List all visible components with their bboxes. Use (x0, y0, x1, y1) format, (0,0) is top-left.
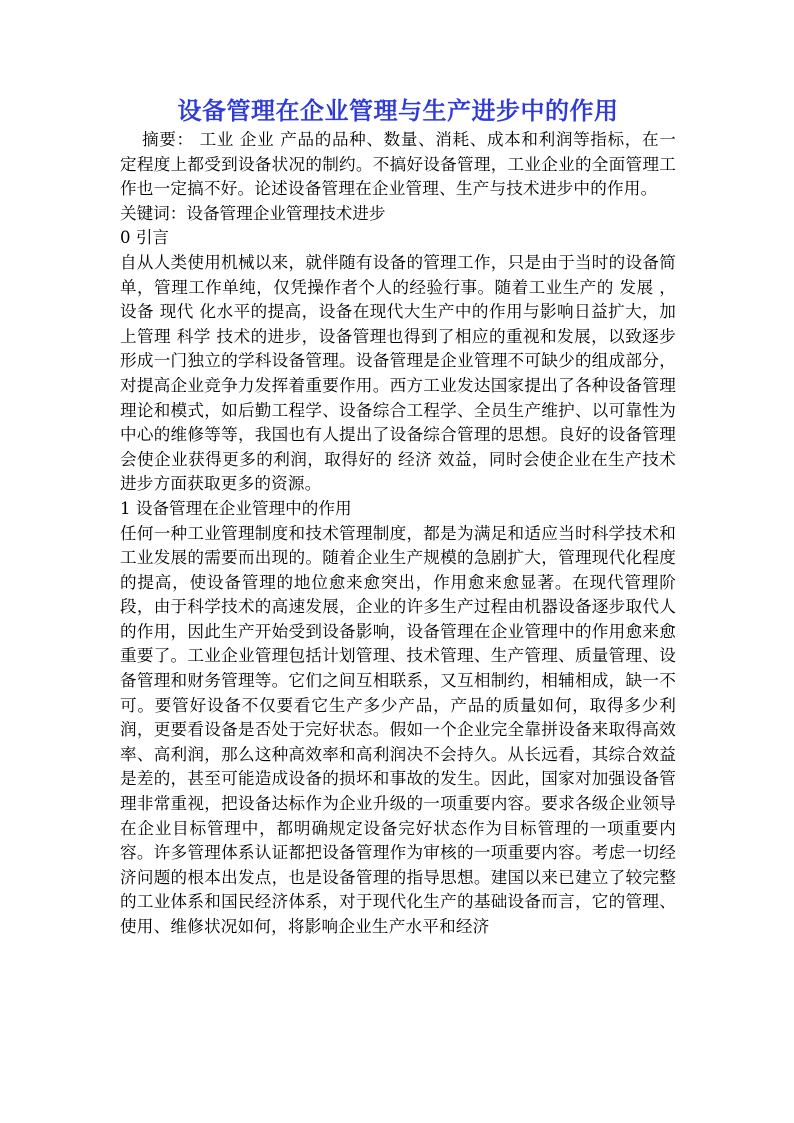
section-0-body: 自从人类使用机械以来，就伴随有设备的管理工作，只是由于当时的设备简单，管理工作单纯，仅凭操作者个人的经验行事。随着工业生产的 发展 ，设备 现代 化水平的提高，设备在现代大生产中的作用与影响日益扩大，加上管理 科学 技术的进步，设备管理也得到了相应的重视和发展，以致逐步形成一门独立的学科设备管理。设备管理是企业管理不可缺少的组成部分，对提高企业竞争力发挥着重要作用。西方工业发达国家提出了各种设备管理理论和模式，如后勤工程学、设备综合工程学、全员生产维护、以可靠性为中心的维修等等，我国也有人提出了设备综合管理的思想。良好的设备管理会使企业获得更多的利润，取得好的 经济 效益，同时会使企业在生产技术进步方面获取更多的资源。 (120, 252, 676, 494)
section-1-body: 任何一种工业管理制度和技术管理制度，都是为满足和适应当时科学技术和工业发展的需要而出现的。随着企业生产规模的急剧扩大，管理现代化程度的提高，使设备管理的地位愈来愈突出，作用愈来愈显著。在现代管理阶段，由于科学技术的高速发展，企业的许多生产过程由机器设备逐步取代人的作用，因此生产开始受到设备影响，设备管理在企业管理中的作用愈来愈重要了。工业企业管理包括计划管理、技术管理、生产管理、质量管理、设备管理和财务管理等。它们之间互相联系，又互相制约，相辅相成，缺一不可。要管好设备不仅要看它生产多少产品，产品的质量如何，取得多少利润，更要看设备是否处于完好状态。假如一个企业完全靠拼设备来取得高效率、高利润，那么这种高效率和高利润决不会持久。从长远看，其综合效益是差的，甚至可能造成设备的损坏和事故的发生。因此，国家对加强设备管理非常重视，把设备达标作为企业升级的一项重要内容。要求各级企业领导在企业目标管理中，都明确规定设备完好状态作为目标管理的一项重要内容。许多管理体系认证都把设备管理作为审核的一项重要内容。考虑一切经济问题的根本出发点，也是设备管理的指导思想。建国以来已建立了较完整的工业体系和国民经济体系，对于现代化生产的基础设备而言，它的管理、使用、维修状况如何，将影响企业生产水平和经济 (120, 523, 676, 936)
document-page (120, 94, 676, 940)
keywords-line: 关键词：设备管理企业管理技术进步 (120, 203, 386, 223)
abstract-paragraph: 摘要： 工业 企业 产品的品种、数量、消耗、成本和利润等指标，在一定程度上都受到设备状况的制约。不搞好设备管理，工业企业的全面管理工作也一定搞不好。论述设备管理在企业管理、生产与技术进步中的作用。 (120, 130, 676, 199)
section-0-heading: 0 引言 (120, 228, 170, 248)
document-title: 设备管理在企业管理与生产进步中的作用 (177, 96, 619, 125)
section-1-heading: 1 设备管理在企业管理中的作用 (120, 498, 352, 518)
